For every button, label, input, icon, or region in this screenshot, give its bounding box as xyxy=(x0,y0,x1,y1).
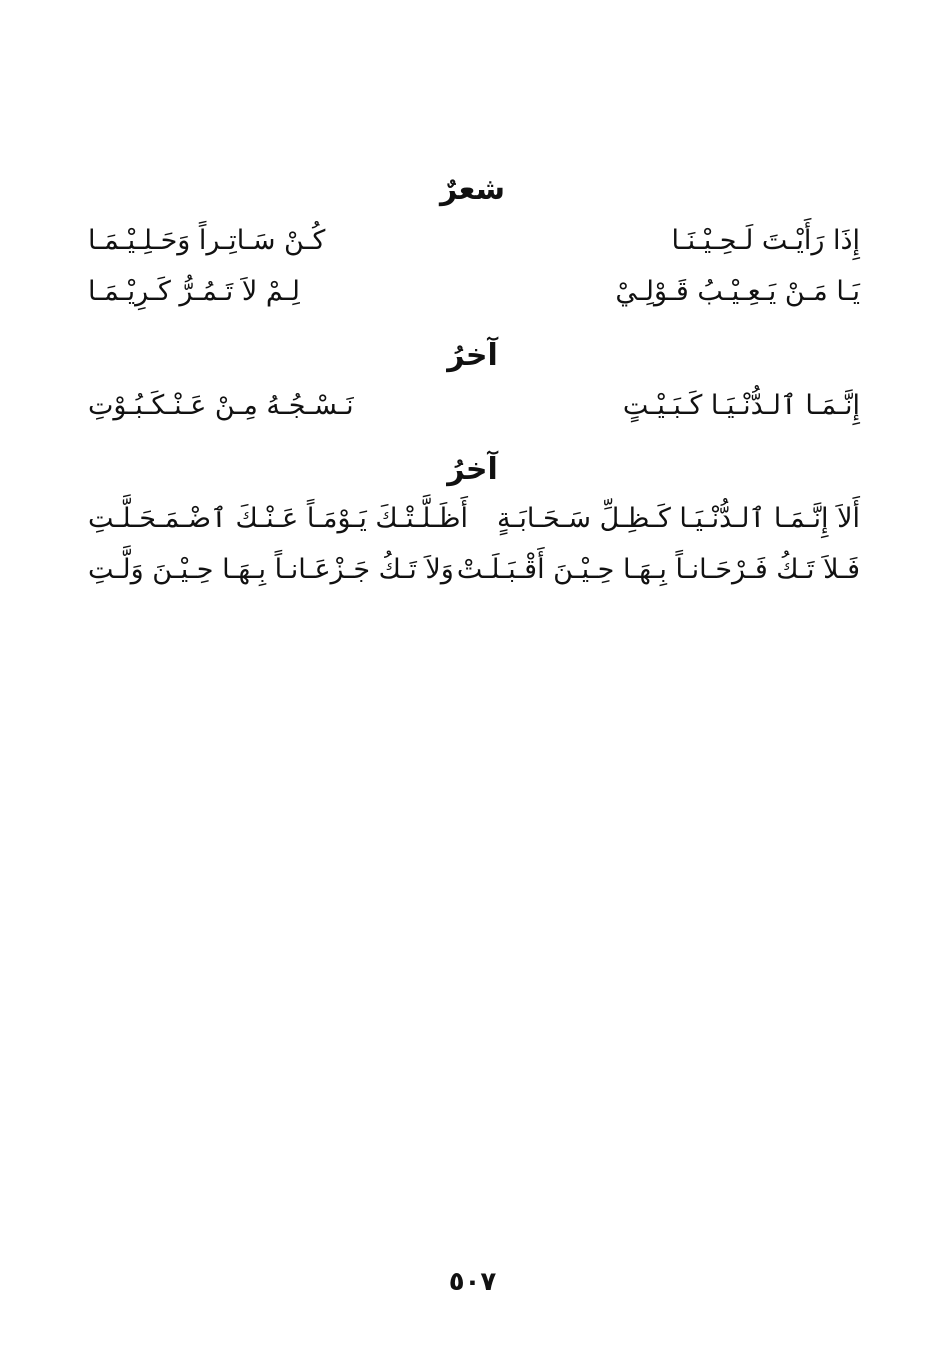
verse-second-hemistich: كُـنْ سَـاتِـراً وَحَـلِـيْـمَـا xyxy=(88,225,326,256)
verse-second-hemistich: أَظَـلَّـتْـكَ يَـوْمَـاً عَـنْـكَ ٱضْـمَـحَـلَّـتِ xyxy=(88,503,468,534)
verse-line xyxy=(88,381,860,431)
verse-line xyxy=(88,545,860,595)
verse-second-hemistich: نَـسْـجُـهُ مِـنْ عَـنْـكَـبُـوْتِ xyxy=(88,390,354,421)
verse-first-hemistich: يَـا مَـنْ يَـعِـيْـبُ قَـوْلِـيْ xyxy=(615,276,860,307)
section-heading-other: آخرُ xyxy=(447,452,498,487)
section-heading-poem: شعرٌ xyxy=(439,172,506,207)
verse-first-hemistich: إِذَا رَأَيْـتَ لَـحِـيْـنَـا xyxy=(671,225,860,256)
page-number: ٥٠٧ xyxy=(448,1267,497,1297)
verse-second-hemistich: وَلاَ تَـكُ جَـزْعَـانـاً بِـهَـا حِـيْـنَ وَلَّـتِ xyxy=(88,554,454,585)
verse-line xyxy=(88,494,860,544)
verse-line xyxy=(88,267,860,317)
verse-second-hemistich: لِـمْ لاَ تَـمُـرُّ كَـرِيْـمَـا xyxy=(88,276,300,307)
verse-first-hemistich: فَـلاَ تَـكُ فَـرْحَـانـاً بِـهَـا حِـيْـنَ أَقْـبَـلَـتْ xyxy=(456,554,860,585)
section-heading-other: آخرُ xyxy=(447,338,498,373)
verse-first-hemistich: أَلاَ إِنَّـمَـا ٱلـدُّنْـيَـا كَـظِـلِّ سَـحَـابَـةٍ xyxy=(496,503,860,534)
verse-line xyxy=(88,216,860,266)
verse-first-hemistich: إِنَّـمَـا ٱلـدُّنْـيَـا كَـبَـيْـتٍ xyxy=(622,390,860,421)
